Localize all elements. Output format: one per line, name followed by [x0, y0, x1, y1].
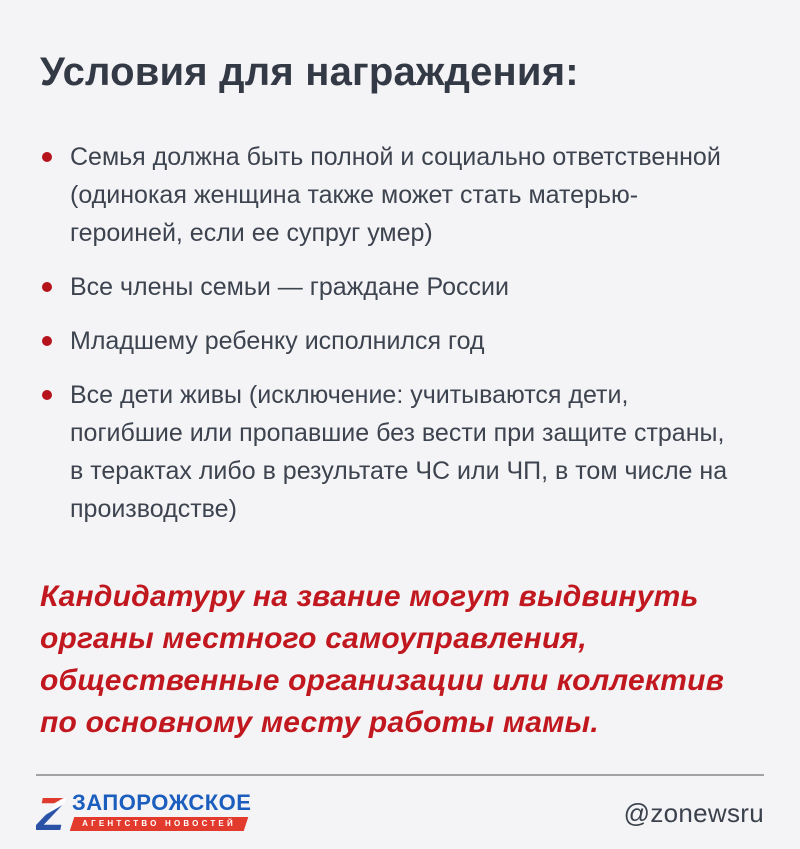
agency-tagline-banner — [70, 817, 248, 831]
agency-name: ЗАПОРОЖСКОЕ — [72, 790, 252, 815]
footer — [36, 774, 764, 849]
highlight-note: Кандидатуру на звание могут выдвинуть органы местного самоуправления, общественные организации или коллектив по основному месту работы мамы. — [40, 580, 725, 739]
z-flag-icon — [36, 791, 68, 837]
agency-logo — [36, 790, 251, 837]
list-item: Все дети живы (исключение: учитываются дети, погибшие или пропавшие без вести при защите страны, в терактах либо в результате ЧС или ЧП, в том числе на производстве) — [40, 376, 740, 528]
list-item: Младшему ребенку исполнился год — [40, 322, 740, 360]
list-item: Все члены семьи — граждане России — [40, 268, 740, 306]
social-handle: @zonewsru — [623, 798, 764, 828]
svg-text:Z: Z — [36, 791, 65, 837]
agency-tagline: АГЕНТСТВО НОВОСТЕЙ — [82, 819, 236, 828]
page-title: Условия для награждения: — [40, 50, 579, 94]
logo-text-block — [72, 790, 251, 831]
list-item: Семья должна быть полной и социально ответственной (одинокая женщина также может стать матерью-героиней, если ее супруг умер) — [40, 138, 740, 252]
conditions-list — [40, 138, 740, 528]
